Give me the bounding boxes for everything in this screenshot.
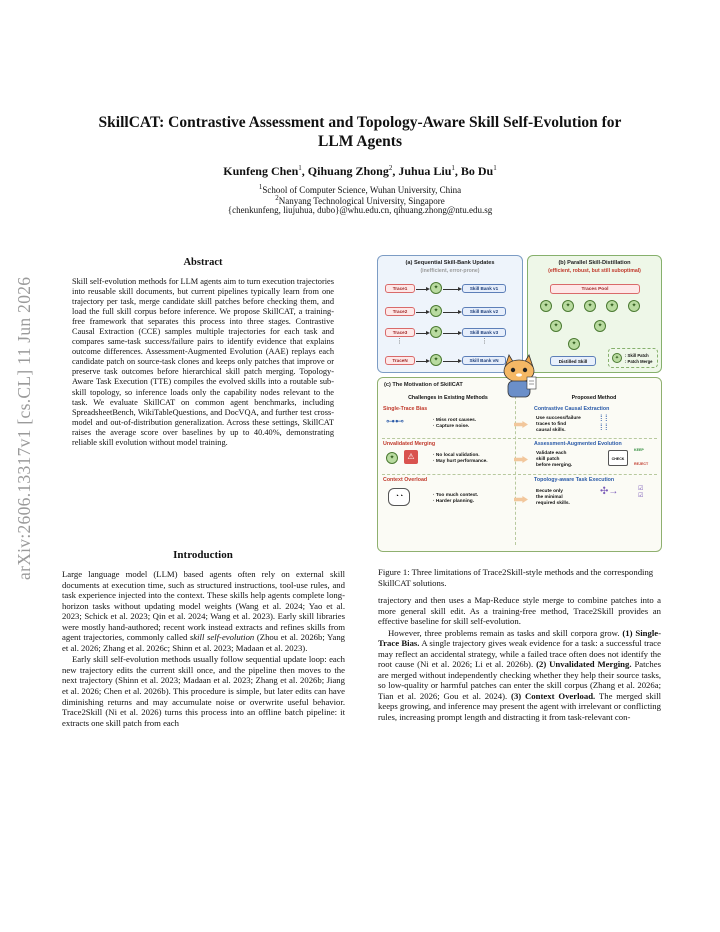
check-icon: CHECK <box>608 450 628 466</box>
sub-skill-icon: ☑ ☑ <box>638 486 644 499</box>
skill-patch-icon: ✦ <box>430 354 442 366</box>
panel-parallel-distillation <box>527 255 662 373</box>
skill-patch-icon: ✦ <box>562 300 574 312</box>
panel-sequential-updates: (a) Sequential Skill-Bank Updates (inefficient, error-prone) Trace1 ✦ Skill Bank v1 Trace2 ✦ Skill Bank v2 Trace3 ✦ Skill Bank v3 ⋮ ⋮ TraceN ✦ Skill Bank vN <box>377 255 523 373</box>
method-description: traces to find <box>536 422 567 427</box>
affiliation-1: $^1$School of Computer Science, Wuhan University, China <box>258 183 462 195</box>
figure-1 <box>377 255 662 552</box>
intro-left-column <box>62 569 345 729</box>
paper-title: SkillCAT: Contrastive Assessment and Topology-Aware Skill Self-Evolution for LLM Agents <box>98 114 622 150</box>
author-emails: {chenkunfeng, liujuhua, dubo}@whu.edu.cn, qihuang.zhong@ntu.edu.sg <box>227 205 493 215</box>
patch-merge-icon: ✦ <box>550 320 562 332</box>
trace-box: Trace1 <box>385 284 415 293</box>
method-description: Use success/failure <box>536 416 581 421</box>
patch-merge-icon: ✦ <box>594 320 606 332</box>
panel-a-subtitle: (inefficient, error-prone) <box>420 268 480 274</box>
method-label: Topology-aware Task Execution <box>534 477 615 483</box>
contrast-graph-icon: ⁞ ⁞ ⁞ ⁞ <box>600 413 608 432</box>
panel-b-subtitle: (efficient, robust, but still suboptimal) <box>548 268 641 274</box>
arrow-icon <box>514 421 528 428</box>
challenge-issue: · Capture noise. <box>433 424 470 429</box>
panel-b-title: (b) Parallel Skill-Distillation <box>558 260 631 266</box>
panel-motivation <box>377 377 662 552</box>
challenge-issue: · No local validation. <box>433 453 480 458</box>
challenge-issue: · Too much context. <box>433 493 479 498</box>
skill-patch-icon: ✦ <box>628 300 640 312</box>
figure-caption: Figure 1: Three limitations of Trace2Skill-style methods and the corresponding SkillCAT solutions. <box>378 567 654 588</box>
intro-right-column <box>378 595 661 724</box>
method-description: skill patch <box>536 457 560 462</box>
topology-graph-icon: ✣→ <box>600 486 619 497</box>
challenge-issue: · Miss root causes. <box>433 418 477 423</box>
challenge-issue: · May hurt performance. <box>433 459 488 464</box>
skill-bank-box: Skill Bank v1 <box>462 284 506 293</box>
proposed-method-heading: Proposed Method <box>571 395 617 401</box>
trace-graph-icon: ⊶⊷ <box>386 416 404 426</box>
affiliation-2: $^2$Nanyang Technological University, Singapore <box>275 194 445 206</box>
challenges-heading: Challenges in Existing Methods <box>408 395 488 401</box>
panel-b-legend: ✦ : Skill Patch : Patch Merge <box>608 348 658 368</box>
method-description: Validate each <box>536 451 567 456</box>
author-list: Kunfeng Chen$^1$, Qihuang Zhong$^2$, Juhua Liu$^1$, Bo Du$^1$ <box>223 164 497 178</box>
skill-patch-icon: ✦ <box>612 353 622 363</box>
panel-a-title: (a) Sequential Skill-Bank Updates <box>405 260 495 266</box>
intro-heading: Introduction <box>173 549 233 561</box>
author-name: Kunfeng Chen <box>223 164 299 178</box>
method-label: Assessment-Augmented Evolution <box>534 441 622 447</box>
abstract-heading: Abstract <box>183 257 223 268</box>
keep-label: KEEP <box>634 448 644 452</box>
traces-pool-box: Traces Pool <box>550 284 640 294</box>
arrow-icon <box>514 496 528 503</box>
skill-patch-icon: ✦ <box>540 300 552 312</box>
trace-box: Trace3 <box>385 328 415 337</box>
trace-box: Trace2 <box>385 307 415 316</box>
author-name: Qihuang Zhong <box>307 164 389 178</box>
author-name: Juhua Liu <box>398 164 452 178</box>
challenge-label: Context Overload <box>383 477 428 483</box>
abstract-text: Skill self-evolution methods for LLM agents aim to turn execution trajectories into reusable skill documents, but current pipelines typically learn from one trajectory per task, merge candidate skill patches before checking them, and load the full skill corpus before inference. We propose SkillCAT, a training-free framework that separates this process into three stages. Contrastive Causal Extraction (CCE) samples multiple trajectories for each task and compares same-task success/failure pairs to identify evidence that explains outcome differences. Assessment-Augmented Evolution (AAE) replays each candidate patch on source-task clones and keeps only patches that improve or preserve task outcomes before hierarchical skill patch merging. Topology-Aware Task Execution (TTE) compiles the evolved skills into a routable sub-skill topology, so inference loads only the capability nodes relevant to the task. We evaluate SkillCAT on common agent benchmarks, including SpreadsheetBench, WikiTableQuestions, and DocVQA, and further test cross-model and out-of-distribution generalization. Across these settings, SkillCAT raises the average score over baselines by up to 40.40%, demonstrating reliable skill evolution without model training. <box>72 277 334 447</box>
method-description: required skills. <box>536 501 570 506</box>
patch-merge-icon: ✦ <box>568 338 580 350</box>
skill-patch-icon: ✦ <box>606 300 618 312</box>
challenge-issue: · Harder planning. <box>433 499 475 504</box>
skill-bank-box: Skill Bank v3 <box>462 328 506 337</box>
skill-patch-icon: ✦ <box>430 326 442 338</box>
method-description: before merging. <box>536 463 573 468</box>
cat-mascot-icon <box>493 353 545 403</box>
distilled-skill-box: Distilled Skill <box>550 356 596 366</box>
intro-paragraph-2: Early skill self-evolution methods usually follow sequential update loop: each new trajectory edits the current skill once, and the pipeline then moves to the next trajectory (Shinn et al. 2023; Madaan et al. 2023; Zhang et al. 2026b; Jiang et al. 2026; Chen et al. 2026b). This procedure is simple, but later edits can have diminishing returns and may accumulate noise or overwrite useful behavior. Trace2Skill (Ni et al. 2026) turns this process into an offline batch pipeline: it extracts one skill patch from each <box>62 654 345 728</box>
skill-patch-icon: ✦ <box>386 452 398 464</box>
method-description: Eecute only <box>536 489 563 494</box>
method-description: causal skills. <box>536 428 566 433</box>
arrow-icon <box>514 456 528 463</box>
challenge-label: Unvalidated Merging <box>383 441 436 447</box>
skill-patch-icon: ✦ <box>430 305 442 317</box>
panel-c-title: (c) The Motivation of SkillCAT <box>384 382 463 388</box>
intro-paragraph-1: Large language model (LLM) based agents often rely on external skill documents at execution time, such as structured instructions, tool-use rules, and task experience injected into the context. These skills help agents complete long-horizon tasks without updating model weights (Wang et al. 2024; Yao et al. 2023; Schick et al. 2023; Qin et al. 2024; Wang et al. 2023). Early skill libraries were mostly hand-authored; recent work instead extracts and refines skills from agent trajectories, commonly called skill self-evolution (Zhou et al. 2026b; Yang et al. 2026; Zhang et al. 2026c; Shinn et al. 2023; Madaan et al. 2023). <box>62 569 346 653</box>
skill-bank-box: Skill Bank v2 <box>462 307 506 316</box>
overloaded-agent-icon: ◔◔ <box>388 488 410 506</box>
method-description: the minimal <box>536 495 563 500</box>
intro-paragraph-4: However, three problems remain as tasks and skill corpora grow. (1) Single-Trace Bias. A single trajectory gives weak evidence for a task: a successful trace may reflect an accidental strategy, while a failed trace often does not identify the root cause (Ni et al. 2026; Li et al. 2026b). (2) Unvalidated Merging. Patches are merged without independently checking whether they help their source tasks, so low-quality or harmful patches can enter the skill corpus (Zhang et al. 2026a; Tian et al. 2026; Gou et al. 2024). (3) Context Overload. The merged skill keeps growing, and inference may present the agent with irrelevant or conflicting rules, increasing prompt length and distracting it from task-relevant con- <box>378 627 661 723</box>
intro-paragraph-3: trajectory and then uses a Map-Reduce style merge to combine patches into a more general skill edit. As a training-free method, Trace2Skill provides an effective baseline for skill self-evolution. <box>378 595 661 627</box>
author-name: Bo Du <box>460 164 494 178</box>
arxiv-identifier: arXiv:2606.13317v1 [cs.CL] 11 Jun 2026 <box>14 276 34 580</box>
warning-icon: ⚠ <box>404 450 418 464</box>
trace-box: TraceN <box>385 356 415 365</box>
method-label: Contrastive Causal Extraction <box>534 406 610 412</box>
challenge-label: Single-Trace Bias <box>383 406 428 412</box>
skill-bank-box: Skill Bank vN <box>462 356 506 365</box>
skill-patch-icon: ✦ <box>584 300 596 312</box>
skill-patch-icon: ✦ <box>430 282 442 294</box>
reject-label: REJECT <box>634 462 649 466</box>
